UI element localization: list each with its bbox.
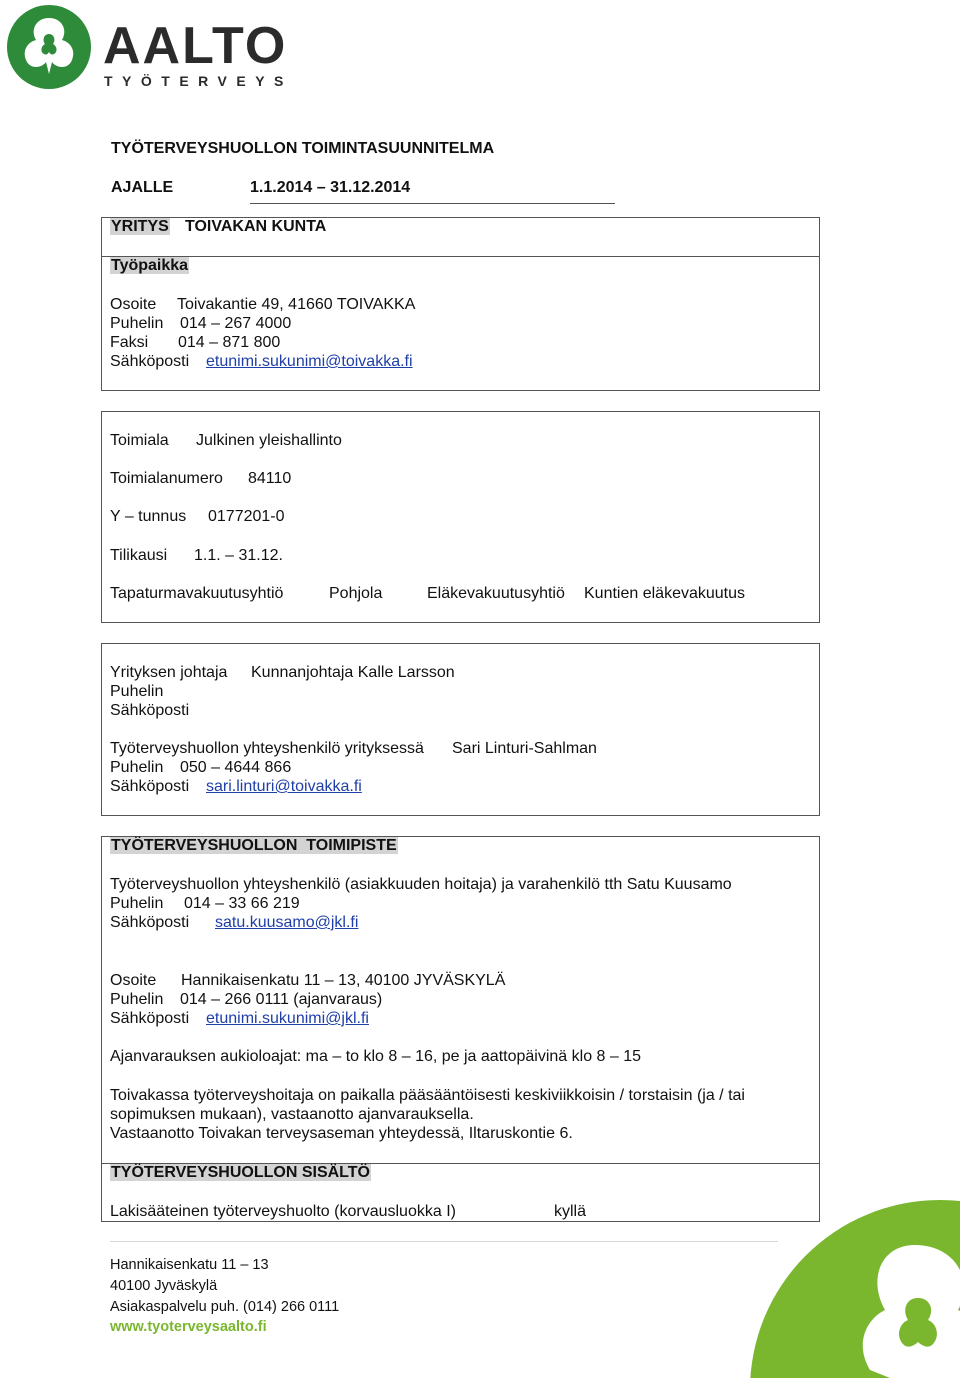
- company-fax-label: Faksi: [110, 334, 149, 351]
- office-address-label: Osoite: [110, 972, 157, 989]
- aalto-logo-icon: [4, 4, 94, 90]
- opening-hours: Ajanvarauksen aukioloajat: ma – to klo 8 – 16, pe ja aattopäivinä klo 8 – 15: [110, 1048, 642, 1065]
- company-phone-label: Puhelin: [110, 315, 164, 332]
- office-email-label: Sähköposti: [110, 914, 190, 931]
- office-email-link[interactable]: satu.kuusamo@jkl.fi: [215, 914, 359, 931]
- office-phone: 014 – 33 66 219: [184, 895, 300, 912]
- contact-phone-label: Puhelin: [110, 759, 164, 776]
- industry-field: Julkinen yleishallinto: [196, 432, 342, 449]
- fiscal-value: 1.1. – 31.12.: [194, 547, 283, 564]
- period-underline: [250, 203, 615, 204]
- industry-number-label: Toimialanumero: [110, 470, 223, 487]
- pension-insurer: Kuntien eläkevakuutus: [584, 585, 745, 602]
- contact-person-name: Sari Linturi-Sahlman: [452, 740, 597, 757]
- statutory-label: Lakisääteinen työterveyshuolto (korvausluokka I): [110, 1203, 456, 1220]
- company-label: YRITYS: [111, 218, 169, 235]
- footer-separator: [110, 1241, 778, 1242]
- period-label: AJALLE: [111, 179, 174, 196]
- contact-person-label: Työterveyshuollon yhteyshenkilö yrityksessä: [110, 740, 424, 757]
- contact-email-link[interactable]: sari.linturi@toivakka.fi: [206, 778, 362, 795]
- manager-email-label: Sähköposti: [110, 702, 190, 719]
- corner-logo-icon: [740, 1200, 960, 1378]
- company-address-label: Osoite: [110, 296, 157, 313]
- company-phone: 014 – 267 4000: [180, 315, 292, 332]
- office-heading: TYÖTERVEYSHUOLLON TOIMIPISTE: [111, 837, 397, 854]
- company-address: Toivakantie 49, 41660 TOIVAKKA: [177, 296, 416, 313]
- contact-email-label: Sähköposti: [110, 778, 190, 795]
- office-email2-label: Sähköposti: [110, 1010, 190, 1027]
- office-note-1: Toivakassa työterveyshoitaja on paikalla pääsääntöisesti keskiviikkoisin / torstaisin (ja / tai: [110, 1087, 745, 1104]
- footer-city: 40100 Jyväskylä: [110, 1278, 218, 1294]
- footer-street: Hannikaisenkatu 11 – 13: [110, 1257, 269, 1273]
- office-email2-link[interactable]: etunimi.sukunimi@jkl.fi: [206, 1010, 369, 1027]
- brand-name: AALTO: [103, 17, 288, 75]
- office-note-3: Vastaanotto Toivakan terveysaseman yhteydessä, Iltaruskontie 6.: [110, 1125, 573, 1142]
- footer-service-phone: Asiakaspalvelu puh. (014) 266 0111: [110, 1299, 340, 1315]
- fiscal-label: Tilikausi: [110, 547, 168, 564]
- office-note-2: sopimuksen mukaan), vastaanotto ajanvarauksella.: [110, 1106, 474, 1123]
- content-heading: TYÖTERVEYSHUOLLON SISÄLTÖ: [111, 1164, 370, 1181]
- company-email-link[interactable]: etunimi.sukunimi@toivakka.fi: [206, 353, 413, 370]
- accident-insurer-label: Tapaturmavakuutusyhtiö: [110, 585, 284, 602]
- manager-phone-label: Puhelin: [110, 683, 164, 700]
- office-phone2-label: Puhelin: [110, 991, 164, 1008]
- manager-label: Yrityksen johtaja: [110, 664, 228, 681]
- contact-phone: 050 – 4644 866: [180, 759, 292, 776]
- industry-number: 84110: [248, 470, 292, 487]
- office-phone2: 014 – 266 0111 (ajanvaraus): [180, 991, 383, 1008]
- period-value: 1.1.2014 – 31.12.2014: [250, 179, 411, 196]
- industry-field-label: Toimiala: [110, 432, 169, 449]
- ytunnus-label: Y – tunnus: [110, 508, 187, 525]
- brand-subtitle: TYÖTERVEYS: [104, 73, 293, 89]
- office-address: Hannikaisenkatu 11 – 13, 40100 JYVÄSKYLÄ: [181, 972, 506, 989]
- company-fax: 014 – 871 800: [178, 334, 281, 351]
- workplace-label: Työpaikka: [111, 257, 189, 274]
- company-email-label: Sähköposti: [110, 353, 190, 370]
- accident-insurer: Pohjola: [329, 585, 383, 602]
- office-contact-line: Työterveyshuollon yhteyshenkilö (asiakkuuden hoitaja) ja varahenkilö tth Satu Kuusamo: [110, 876, 732, 893]
- company-name: TOIVAKAN KUNTA: [185, 218, 327, 235]
- company-divider: [101, 256, 820, 257]
- ytunnus-value: 0177201-0: [208, 508, 285, 525]
- document-title: TYÖTERVEYSHUOLLON TOIMINTASUUNNITELMA: [111, 140, 495, 157]
- office-phone-label: Puhelin: [110, 895, 164, 912]
- pension-insurer-label: Eläkevakuutusyhtiö: [427, 585, 565, 602]
- manager-name: Kunnanjohtaja Kalle Larsson: [251, 664, 455, 681]
- footer-website-link[interactable]: www.tyoterveysaalto.fi: [110, 1319, 267, 1335]
- statutory-value: kyllä: [554, 1203, 587, 1220]
